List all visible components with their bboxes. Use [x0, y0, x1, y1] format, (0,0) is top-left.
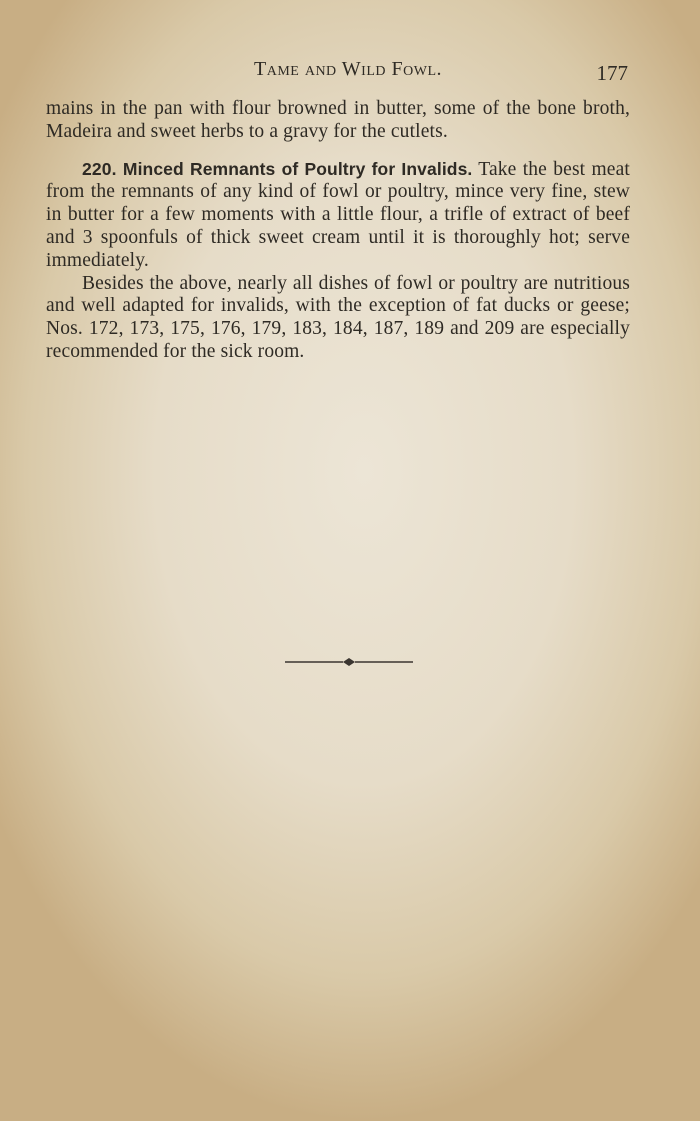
- rule-with-diamond-ornament-icon: [285, 656, 413, 668]
- recipe-number: 220.: [82, 158, 117, 179]
- running-head: [46, 58, 628, 88]
- note-paragraph: Besides the above, nearly all dishes of fowl or poultry are nutritious and well adapted for invalids, with the exception of fat ducks or geese; Nos. 172, 173, 175, 176, 179, 183, 184, 187, 189 and 209 are especially recommended for the sick room.: [46, 272, 630, 362]
- page-number: 177: [596, 61, 628, 85]
- recipe-text: Take the best meat from the remnants of any kind of fowl or poultry, mince very fine, stew in butter for a few moments with a little flour, a trifle of extract of beef and 3 spoonfuls of thick sweet cream until it is thoroughly hot; serve immediately.: [46, 158, 630, 271]
- body-text: [46, 98, 630, 364]
- continued-paragraph: mains in the pan with flour browned in butter, some of the bone broth, Madeira and sweet herbs to a gravy for the cutlets.: [46, 98, 630, 142]
- recipe-paragraph: [46, 158, 630, 273]
- running-head-title: Tame and Wild Fowl.: [254, 58, 442, 80]
- recipe-title: Minced Remnants of Poultry for Invalids.: [122, 158, 473, 179]
